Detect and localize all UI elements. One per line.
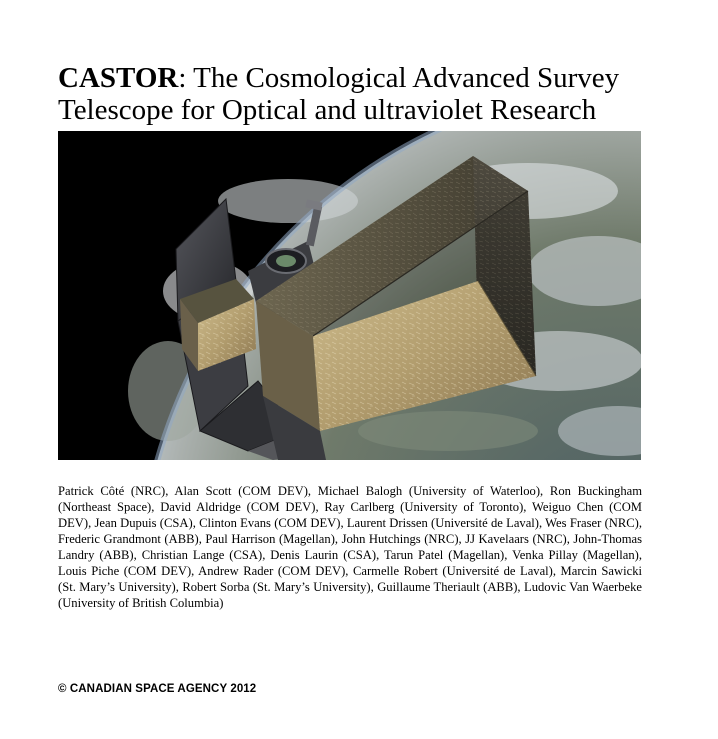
telescope-over-earth-illustration — [58, 131, 641, 460]
title-rest: : The Cosmological Advanced Survey Telescope for Optical and ultraviolet Research — [58, 62, 620, 126]
copyright-notice: © CANADIAN SPACE AGENCY 2012 — [58, 683, 257, 695]
author-list: Patrick Côté (NRC), Alan Scott (COM DEV), Michael Balogh (University of Waterloo), Ron Buckingham (Northeast Space), David Aldridge (COM DEV), Ray Carlberg (University of Toronto), Weiguo Chen (COM DEV), Jean Dupuis (CSA), Clinton Evans (COM DEV), Laurent Drissen (Université de Laval), Wes Fraser (NRC), Frederic Grandmont (ABB), Paul Harrison (Magellan), John Hutchings (NRC), JJ Kavelaars (NRC), John-Thomas Landry (ABB), Christian Lange (CSA), Denis Laurin (CSA), Tarun Patel (Magellan), Venka Pillay (Magellan), Louis Piche (COM DEV), Andrew Rader (COM DEV), Carmelle Robert (Université de Laval), Marcin Sawicki (St. Mary’s University), Robert Sorba (St. Mary’s University), Guillaume Theriault (ABB), Ludovic Van Waerbeke (University of British Columbia) — [58, 484, 642, 610]
title-acronym: CASTOR — [58, 62, 179, 94]
document-title — [58, 62, 678, 126]
cover-image-castor-telescope — [58, 131, 641, 460]
